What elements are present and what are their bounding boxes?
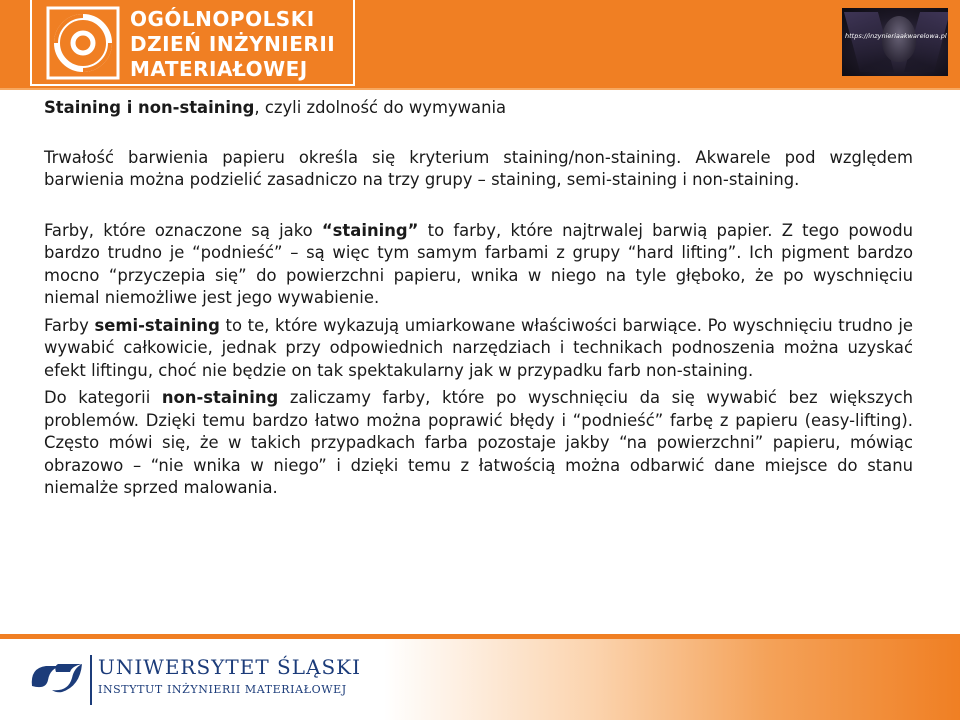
paragraph-2-bold: “staining”	[321, 220, 419, 240]
heading-rest: , czyli zdolność do wymywania	[254, 98, 507, 117]
heading-bold: Staining i non-staining	[44, 98, 255, 117]
paragraph-2-before: Farby, które oznaczone są jako	[44, 220, 322, 240]
conference-name-line-3: MATERIAŁOWEJ	[130, 57, 308, 81]
paragraph-4-before: Do kategorii	[44, 388, 162, 407]
watercolor-site-thumbnail	[842, 8, 948, 76]
paragraph-4	[44, 387, 913, 500]
paragraph-3-before: Farby	[44, 315, 95, 335]
slide-heading	[44, 97, 913, 120]
slide-content	[44, 97, 913, 500]
university-logo-icon	[28, 656, 84, 696]
footer-divider	[90, 655, 92, 705]
header-band	[0, 0, 960, 90]
paragraph-4-bold: non-staining	[161, 388, 279, 407]
paragraph-3-after: to te, które wykazują umiarkowane właściwości barwiące. Po wyschnięciu trudno je wywabić całkowicie, jednak przy odpowiednich narzędziach i technikach podnoszenia można uzyskać efekt liftingu, choć nie będzie on tak spektakularny jak w przypadku farb non-staining.	[44, 315, 913, 380]
paragraph-2-after: to farby, które najtrwalej barwią papier. Z tego powodu bardzo trudno je “podnieść” – są więc tym samym farbami z grupy “hard lifting”. Ich pigment bardzo mocno “przyczepia się” do powierzchni papieru, wnika w niego na tyle głęboko, że po wyschnięciu niemal niemożliwe jest jego wywabienie.	[44, 220, 914, 307]
paragraph-3	[44, 315, 913, 383]
thumbnail-url: https://inzynieriaakwarelowa.pl	[845, 32, 947, 40]
conference-name-line-2: DZIEŃ INŻYNIERII	[130, 32, 336, 56]
institute-name: INSTYTUT INŻYNIERII MATERIAŁOWEJ	[98, 683, 347, 696]
conference-name-line-1: OGÓLNOPOLSKI	[130, 7, 315, 31]
paragraph-1: Trwałość barwienia papieru określa się kryterium staining/non-staining. Akwarele pod względem barwienia można podzielić zasadniczo na trzy grupy – staining, semi-staining i non-staining.	[44, 147, 913, 189]
header-underline	[0, 88, 960, 90]
paragraph-3-bold: semi-staining	[94, 315, 220, 335]
spiral-logo-icon	[46, 6, 120, 80]
footer-top-line	[0, 634, 960, 639]
conference-name	[130, 7, 335, 82]
paragraph-4-after: zaliczamy farby, które po wyschnięciu da się wywabić bez większych problemów. Dzięki temu bardzo łatwo można poprawić błędy i “podnieść” farbę z papieru (easy-lifting). Często mówi się, że w takich przypadkach farba pozostaje jakby “na powierzchni” papieru, mówiąc obrazowo – “nie wnika w niego” i dzięki temu z łatwością można odbarwić dane miejsce do stanu niemalże sprzed malowania.	[44, 388, 913, 497]
paragraph-2	[44, 220, 913, 310]
university-name: UNIWERSYTET ŚLĄSKI	[98, 655, 361, 679]
